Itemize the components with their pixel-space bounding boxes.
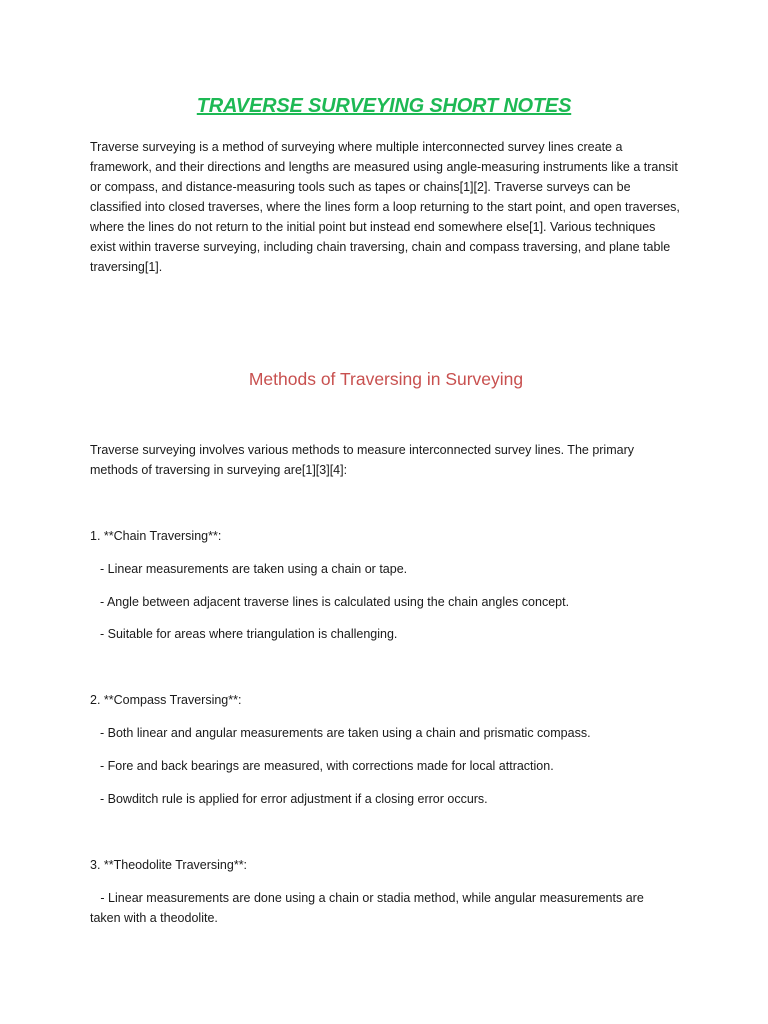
method-point: - Linear measurements are taken using a chain or tape. xyxy=(100,562,408,576)
method-point: - Fore and back bearings are measured, with corrections made for local attraction. xyxy=(100,759,554,773)
section-heading: Methods of Traversing in Surveying xyxy=(248,369,524,389)
method-heading-chain: 1. **Chain Traversing**: xyxy=(90,529,222,543)
method-heading-theodolite: 3. **Theodolite Traversing**: xyxy=(90,858,248,872)
method-heading-compass: 2. **Compass Traversing**: xyxy=(90,693,242,707)
intro-paragraph: Traverse surveying is a method of surveying where multiple interconnected survey lines create a framework, and their directions and lengths are measured using angle-measuring instruments like a transit or compass, and distance-measuring tools such as tapes or chains[1][2]. Traverse surveys can be classified into closed traverses, where the lines form a loop returning to the start point, and open traverses, where the lines do not return to the initial point but instead end somewhere else[1]. Various techniques exist within traverse surveying, including chain traversing, chain and compass traversing, and plane table traversing[1]. xyxy=(90,140,680,274)
method-point: - Bowditch rule is applied for error adjustment if a closing error occurs. xyxy=(100,792,488,806)
method-point: - Both linear and angular measurements are taken using a chain and prismatic compass. xyxy=(100,726,591,740)
methods-intro-paragraph: Traverse surveying involves various methods to measure interconnected survey lines. The primary methods of traversing in surveying are[1][3][4]: xyxy=(90,443,634,477)
method-point: - Angle between adjacent traverse lines is calculated using the chain angles concept. xyxy=(100,595,570,609)
method-point: - Suitable for areas where triangulation is challenging. xyxy=(100,627,398,641)
document-title: TRAVERSE SURVEYING SHORT NOTES xyxy=(196,95,572,117)
method-point: - Linear measurements are done using a chain or stadia method, while angular measurements are taken with a theodolite. xyxy=(90,891,648,925)
